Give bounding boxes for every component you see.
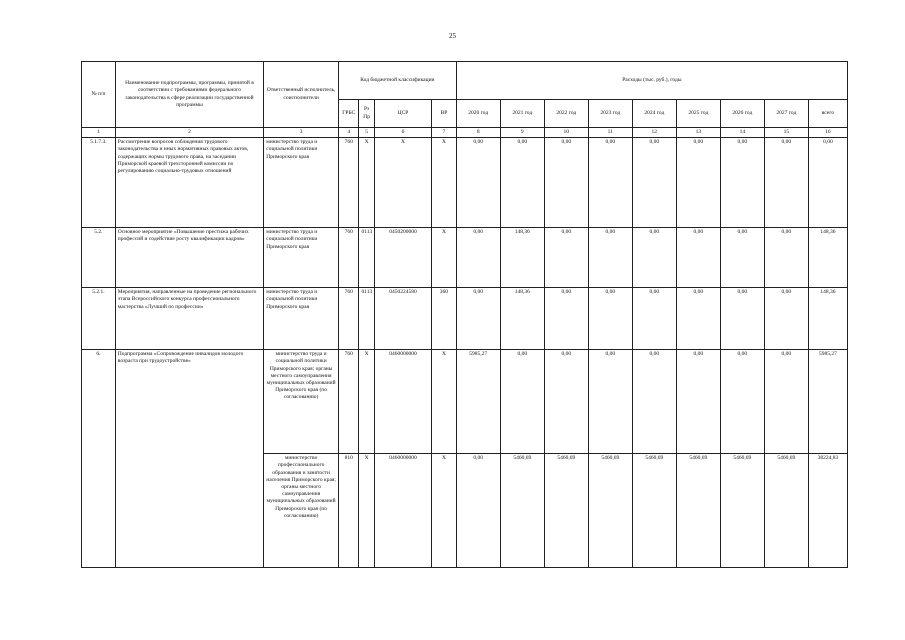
- row-value: 0,00: [500, 350, 544, 454]
- row-value: 0,00: [632, 138, 676, 228]
- row-value: 0,00: [544, 228, 588, 288]
- column-number: 1: [82, 128, 116, 138]
- row-name: Мероприятия, направленные на проведение регионального этапа Всероссийского конкурса профессионального мастерства «Лучший по профессии»: [115, 288, 263, 350]
- budget-table: [81, 61, 848, 568]
- header-year: 2023 год: [588, 100, 632, 128]
- column-number: 7: [432, 128, 457, 138]
- column-number: 14: [720, 128, 764, 138]
- row-num: 5.2.: [82, 228, 116, 288]
- row-total: 0,00: [808, 138, 847, 228]
- header-rzpr: Рз Пр: [359, 100, 374, 128]
- header-kbk: Код бюджетной классификации: [338, 62, 456, 100]
- row-value: 0,00: [588, 138, 632, 228]
- row-value: 0,00: [764, 288, 808, 350]
- header-year: 2022 год: [544, 100, 588, 128]
- row-value: 0,00: [676, 288, 720, 350]
- row-value: 0,00: [720, 138, 764, 228]
- row-csr: 0450224580: [374, 288, 431, 350]
- header-name: Наименование подпрограммы, программы, принятой в соответствии с требованиями федерального законодательства в сфере реализации государственной программы: [115, 62, 263, 128]
- row-value: 0,00: [588, 228, 632, 288]
- header-year: 2020 год: [456, 100, 500, 128]
- header-year: 2021 год: [500, 100, 544, 128]
- row-value: 0,00: [456, 454, 500, 568]
- row-csr: 0450200000: [374, 228, 431, 288]
- row-name: Подпрограмма «Сопровождение инвалидов молодого возраста при трудоустройстве»: [115, 350, 263, 568]
- header-total: всего: [808, 100, 847, 128]
- table-row: [82, 350, 848, 454]
- row-csr: 0460000000: [374, 454, 431, 568]
- row-grbs: 760: [338, 138, 358, 228]
- row-csr: X: [374, 138, 431, 228]
- row-value: 0,00: [764, 138, 808, 228]
- row-rzpr: 0113: [359, 288, 374, 350]
- row-value: 5460,69: [500, 454, 544, 568]
- row-value: 0,00: [632, 350, 676, 454]
- column-number: 15: [764, 128, 808, 138]
- column-number: 3: [264, 128, 339, 138]
- row-executor: министерство труда и социальной политики Приморского края: [264, 228, 339, 288]
- row-value: 0,00: [720, 228, 764, 288]
- row-value: 0,00: [456, 228, 500, 288]
- row-value: 0,00: [588, 288, 632, 350]
- column-number: 2: [115, 128, 263, 138]
- row-value: 0,00: [720, 350, 764, 454]
- row-executor: министерство профессионального образования и занятости населения Приморского края; органы местного самоуправления муниципальных образований Приморского края (по согласованию): [264, 454, 339, 568]
- header-expenses: Расходы (тыс. руб.), годы: [456, 62, 847, 100]
- row-value: 0,00: [676, 138, 720, 228]
- table-row: [82, 228, 848, 288]
- row-vr: X: [432, 228, 457, 288]
- header-grbs: ГРБС: [338, 100, 358, 128]
- row-total: 5985,27: [808, 350, 847, 454]
- row-total: 148,36: [808, 228, 847, 288]
- row-value: 0,00: [764, 228, 808, 288]
- row-grbs: 810: [338, 454, 358, 568]
- row-value: 0,00: [544, 288, 588, 350]
- row-vr: X: [432, 138, 457, 228]
- row-value: 5460,69: [676, 454, 720, 568]
- header-year: 2024 год: [632, 100, 676, 128]
- row-total: 38224,83: [808, 454, 847, 568]
- row-value: 5460,69: [588, 454, 632, 568]
- row-num: 6.: [82, 350, 116, 568]
- row-value: 0,00: [676, 350, 720, 454]
- header-num: № п/п: [82, 62, 116, 128]
- column-number: 9: [500, 128, 544, 138]
- header-executor: Ответственный исполнитель, соисполнители: [264, 62, 339, 128]
- row-vr: X: [432, 350, 457, 454]
- row-num: 5.2.1.: [82, 288, 116, 350]
- row-value: 0,00: [500, 138, 544, 228]
- row-value: 5985,27: [456, 350, 500, 454]
- row-value: 0,00: [676, 228, 720, 288]
- row-value: 0,00: [632, 228, 676, 288]
- row-value: 5460,69: [764, 454, 808, 568]
- row-grbs: 760: [338, 350, 358, 454]
- column-number: 10: [544, 128, 588, 138]
- column-number: 13: [676, 128, 720, 138]
- column-number: 8: [456, 128, 500, 138]
- row-value: 148,36: [500, 288, 544, 350]
- header-vr: ВР: [432, 100, 457, 128]
- column-number: 6: [374, 128, 431, 138]
- table-row: [82, 288, 848, 350]
- header-year: 2027 год: [764, 100, 808, 128]
- column-number: 11: [588, 128, 632, 138]
- row-value: 0,00: [456, 288, 500, 350]
- row-num: 5.1.7.3.: [82, 138, 116, 228]
- column-number: 4: [338, 128, 358, 138]
- column-number-row: [82, 128, 848, 138]
- header-csr: ЦСР: [374, 100, 431, 128]
- row-grbs: 760: [338, 288, 358, 350]
- row-value: 0,00: [544, 138, 588, 228]
- row-value: 5460,69: [632, 454, 676, 568]
- row-rzpr: 0113: [359, 228, 374, 288]
- row-name: Основное мероприятие «Повышение престижа рабочих профессий и содействие росту квалификации кадров»: [115, 228, 263, 288]
- row-rzpr: X: [359, 454, 374, 568]
- row-executor: министерство труда и социальной политики Приморского края; органы местного самоуправления муниципальных образований Приморского края (по согласованию): [264, 350, 339, 454]
- row-value: 0,00: [632, 288, 676, 350]
- header-year: 2026 год: [720, 100, 764, 128]
- column-number: 16: [808, 128, 847, 138]
- row-value: 148,36: [500, 228, 544, 288]
- row-value: 5460,69: [544, 454, 588, 568]
- row-rzpr: X: [359, 138, 374, 228]
- row-total: 148,36: [808, 288, 847, 350]
- row-rzpr: X: [359, 350, 374, 454]
- row-value: 0,00: [588, 350, 632, 454]
- table-row: [82, 138, 848, 228]
- row-value: 5460,69: [720, 454, 764, 568]
- row-value: 0,00: [456, 138, 500, 228]
- row-vr: X: [432, 454, 457, 568]
- row-value: 0,00: [544, 350, 588, 454]
- row-value: 0,00: [764, 350, 808, 454]
- column-number: 5: [359, 128, 374, 138]
- column-number: 12: [632, 128, 676, 138]
- row-csr: 0460000000: [374, 350, 431, 454]
- row-name: Рассмотрение вопросов соблюдения трудового законодательства и иных нормативных правовых актов, содержащих нормы трудового права, на заседании Приморской краевой трехсторонней комиссии по регулированию социально-трудовых отношений: [115, 138, 263, 228]
- header-year: 2025 год: [676, 100, 720, 128]
- row-executor: министерство труда и социальной политики Приморского края: [264, 288, 339, 350]
- row-executor: министерство труда и социальной политики Приморского края: [264, 138, 339, 228]
- row-vr: 360: [432, 288, 457, 350]
- page-number: 25: [449, 32, 456, 40]
- row-value: 0,00: [720, 288, 764, 350]
- row-grbs: 760: [338, 228, 358, 288]
